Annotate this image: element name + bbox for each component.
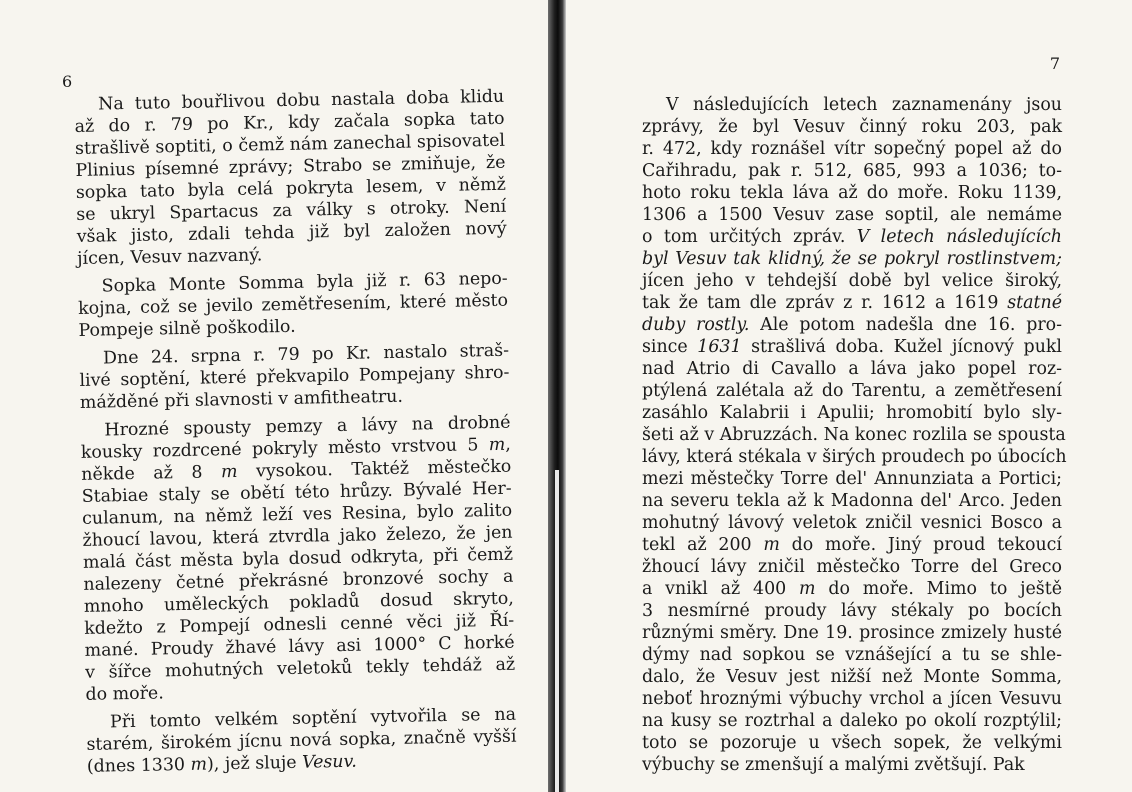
- text-line: 3 nesmírné proudy lávy stékaly po bocích: [642, 601, 1062, 621]
- text-line: mohutný lávový veletok zničil vesnici Bosco a: [642, 513, 1062, 533]
- text-line: nad Atrio di Cavallo a láva jako popel roz-: [642, 359, 1062, 379]
- text-line: starém, širokém jícnu nová sopka, značně vyšší: [86, 726, 517, 755]
- text-line: strašlivě soptiti, o čemž nám zanechal spisovatel: [74, 130, 506, 159]
- text-line: až do r. 79 po Kr., kdy začala sopka tato: [74, 108, 505, 137]
- text-line: kdežto z Pompejí odnesli cenné věci již Ří-: [84, 610, 515, 639]
- text-line: ptýlená zalétala až do Tarentu, a zemětřesení: [642, 381, 1062, 401]
- text-line: since 1631 strašlivá doba. Kužel jícnový pukl: [642, 337, 1062, 357]
- text-line: kojna, což se jevilo zemětřesením, které město: [77, 290, 509, 319]
- text-line: Dne 24. srpna r. 79 po Kr. nastalo straš-: [102, 340, 510, 369]
- text-line: na severu tekla až k Madonna del' Arco. Jeden: [642, 491, 1062, 511]
- text-line: dalo, že Vesuv jest nižší než Monte Somma,: [642, 667, 1062, 687]
- text-line: toto se pozoruje u všech sopek, že velkými: [642, 733, 1062, 753]
- text-line: duby rostly. Ale potom nadešla dne 16. pro-: [642, 315, 1062, 335]
- text-line: žhoucí lávy zničil městečko Torre del Greco: [642, 557, 1062, 577]
- right-page: [566, 0, 1132, 792]
- text-line: Při tomto velkém soptění vytvořila se na: [109, 704, 517, 733]
- text-line: někde až 8 m vysokou. Taktéž městečko: [81, 456, 512, 485]
- text-line: v šířce mohutných veletoků tekly tehdáž až: [84, 654, 516, 683]
- page-text: [74, 86, 517, 778]
- paragraph: [80, 412, 515, 706]
- text-line: mané. Proudy žhavé lávy asi 1000° C horké: [84, 632, 515, 661]
- text-line: různými směry. Dne 19. prosince zmizely husté: [642, 623, 1062, 643]
- text-line: byl Vesuv tak klidný, že se pokryl rostlinstvem;: [642, 249, 1062, 269]
- text-line: livé soptění, které překvapilo Pompejany shro-: [79, 362, 510, 391]
- text-line: mnoho uměleckých pokladů dosud skryto,: [83, 588, 514, 617]
- text-line: mážděné při slavnosti v amfitheatru.: [79, 386, 404, 413]
- text-line: mezi městečky Torre del' Annunziata a Portici;: [642, 469, 1062, 489]
- text-line: Cařihradu, pak r. 512, 685, 993 a 1036; to-: [642, 161, 1062, 181]
- text-line: a vnikl až 400 m do moře. Mimo to ještě: [642, 579, 1062, 599]
- text-line: V následujících letech zaznamenány jsou: [666, 95, 1062, 115]
- text-line: (dnes 1330 m), jež sluje Vesuv.: [86, 751, 358, 777]
- text-line: hoto roku tekla láva až do moře. Roku 1139,: [642, 183, 1062, 203]
- paragraph: [642, 94, 1067, 776]
- left-page: [0, 0, 548, 792]
- text-line: kousky rozdrcené pokryly město vrstvou 5 m,: [80, 434, 512, 463]
- text-line: tekl až 200 m do moře. Jiný proud tekoucí: [642, 535, 1062, 555]
- paragraph: [86, 704, 517, 778]
- paragraph: [77, 268, 508, 342]
- text-line: na kusy se roztrhal a daleko po okolí rozptýlil;: [642, 711, 1062, 731]
- book-gutter: [548, 0, 566, 792]
- text-line: výbuchy se zmenšují a malými zvětšují. Pak: [642, 755, 1025, 775]
- page-number: 7: [1049, 54, 1060, 73]
- text-line: o tom určitých zpráv. V letech následujících: [642, 227, 1062, 247]
- text-line: dýmy nad sopkou se vznášející a tu se shle-: [642, 645, 1062, 665]
- text-line: Na tuto bouřlivou dobu nastala doba klidu: [98, 86, 505, 115]
- text-line: šeti až v Abruzzách. Na konec rozlila se spousta: [642, 425, 1066, 445]
- text-line: Pompeje silně poškodilo.: [78, 316, 296, 341]
- text-line: žhoucí lavou, která ztvrdla jako železo, že jen: [82, 522, 513, 551]
- text-line: zasáhlo Kalabrii i Apulii; hromobití bylo sly-: [642, 403, 1062, 423]
- text-line: malá část města byla dosud odkryta, při čemž: [82, 544, 514, 573]
- text-line: Sopka Monte Somma byla již r. 63 nepo-: [101, 268, 508, 297]
- text-line: neboť hroznými výbuchy vrchol a jícen Vesuvu: [642, 689, 1062, 709]
- text-line: Plinius písemné zprávy; Strabo se zmiňuje, že: [75, 152, 506, 181]
- text-line: culanum, na němž leží ves Resina, bylo zalito: [81, 500, 513, 529]
- text-line: do moře.: [85, 683, 164, 705]
- paragraph: [79, 340, 510, 414]
- text-line: Stabiae staly se obětí této hrůzy. Bývalé Her-: [81, 478, 512, 507]
- page-text: [642, 94, 1067, 776]
- text-line: sopka tato byla celá pokryta lesem, v němž: [75, 174, 507, 203]
- text-line: Hrozné spousty pemzy a lávy na drobné: [104, 412, 511, 441]
- text-line: tak že tam dle zpráv z r. 1612 a 1619 statné: [642, 293, 1062, 313]
- text-line: zprávy, že byl Vesuv činný roku 203, pak: [642, 117, 1062, 137]
- text-line: však jisto, zdali tehda již byl založen nový: [76, 218, 507, 247]
- text-line: 1306 a 1500 Vesuv zase soptil, ale nemáme: [642, 205, 1062, 225]
- text-line: jícen, Vesuv nazvaný.: [76, 245, 263, 269]
- page-number: 6: [62, 72, 73, 91]
- text-line: lávy, která stékala v širých proudech po úbocích: [642, 447, 1067, 467]
- paragraph: [74, 86, 507, 270]
- text-line: se ukryl Spartacus za války s otroky. Není: [76, 196, 507, 225]
- text-line: r. 472, kdy roznášel vítr sopečný popel až do: [642, 139, 1062, 159]
- text-line: jícen jeho v tehdejší době byl velice široký,: [642, 271, 1062, 291]
- text-line: nalezeny četné překrásné bronzové sochy a: [83, 566, 514, 595]
